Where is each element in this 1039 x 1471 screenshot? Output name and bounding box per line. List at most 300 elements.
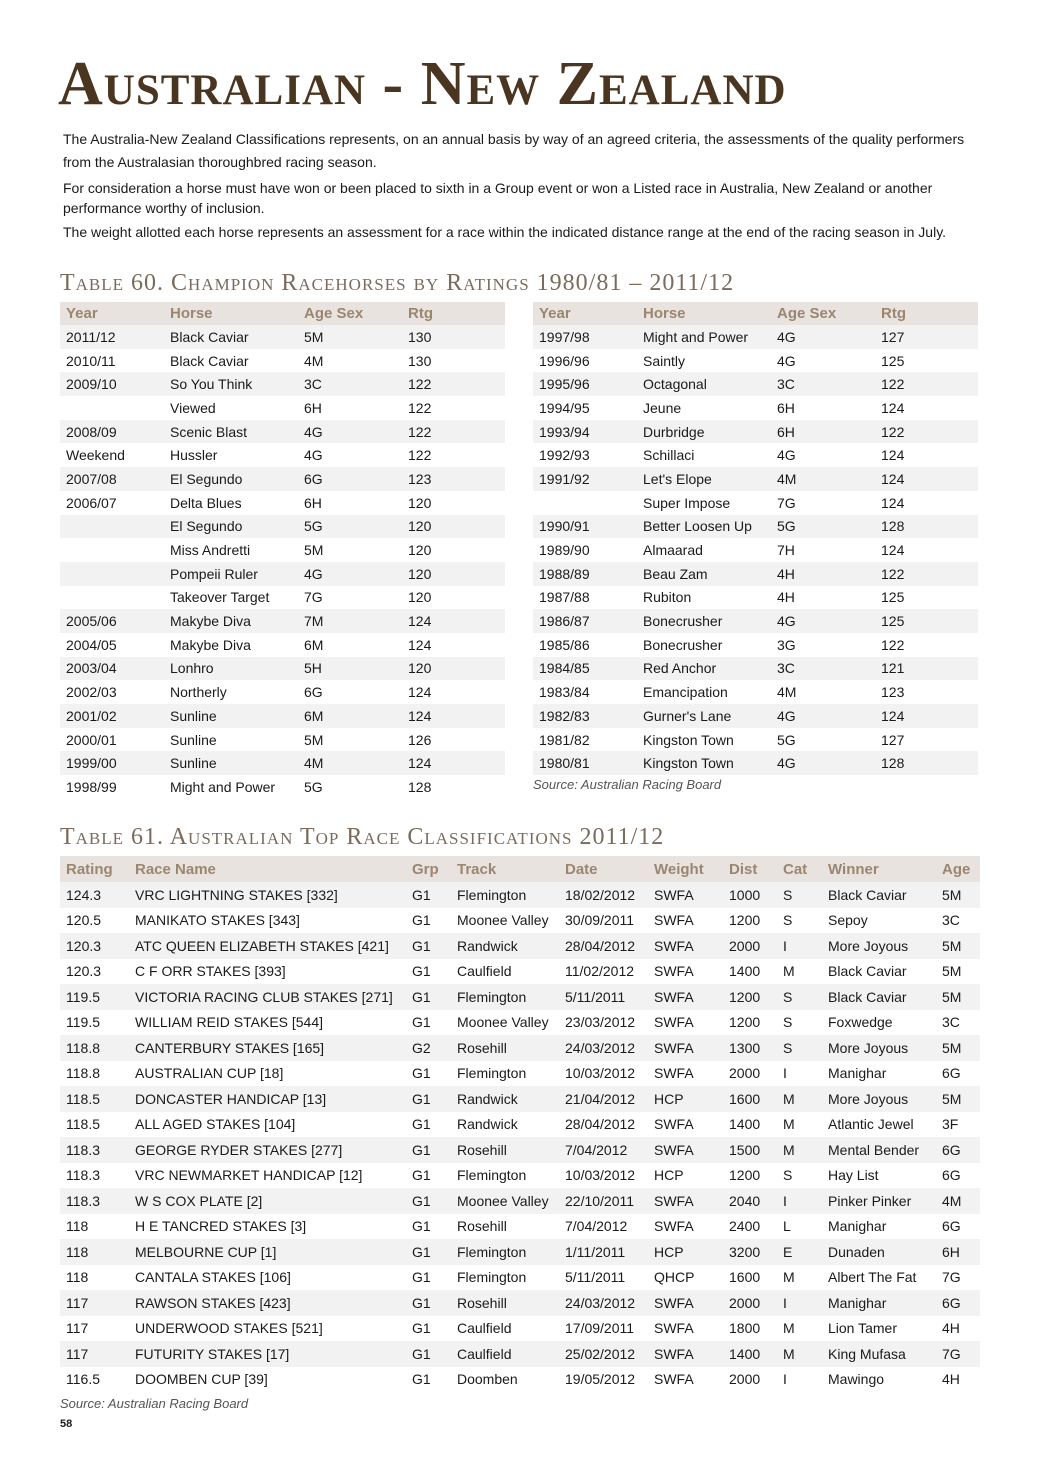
table-cell: 2400 (729, 1218, 761, 1235)
table-cell: Flemington (457, 1167, 527, 1184)
table-cell: 121 (875, 657, 978, 681)
table-row (533, 633, 978, 657)
table-cell: Kingston Town (643, 731, 734, 748)
table-cell: King Mufasa (822, 1341, 936, 1367)
table-cell: 4G (304, 447, 323, 464)
table-cell: Pinker Pinker (822, 1188, 936, 1214)
table-cell: 6G (936, 1137, 980, 1163)
table-cell: Moonee Valley (451, 1188, 559, 1214)
table-cell: 5G (304, 778, 323, 795)
table-cell: 1600 (729, 1269, 761, 1286)
table-row (533, 657, 978, 681)
column-header: Date (559, 856, 648, 882)
table-cell: SWFA (648, 1137, 723, 1163)
table-row (60, 1010, 980, 1036)
table-cell: S (783, 1167, 793, 1184)
table-61 (60, 856, 980, 1392)
table-cell: 1999/00 (60, 751, 164, 775)
table-cell: 120.3 (60, 933, 129, 959)
table-cell: Jeune (643, 399, 682, 416)
table-cell: Moonee Valley (457, 1014, 549, 1031)
table-cell: HCP (648, 1086, 723, 1112)
table-cell: 127 (875, 325, 978, 349)
table-cell: C F ORR STAKES [393] (135, 963, 286, 980)
table-cell: 3C (942, 912, 960, 929)
table-cell: Takeover Target (170, 589, 270, 606)
table-cell: G1 (406, 933, 451, 959)
table-cell: 120 (408, 494, 432, 511)
table-cell (60, 586, 164, 610)
table-row (60, 372, 505, 396)
table-cell: Flemington (451, 882, 559, 908)
table-row (60, 680, 505, 704)
table-cell: SWFA (648, 933, 723, 959)
table-cell (60, 562, 164, 586)
table-cell: 2007/08 (60, 467, 164, 491)
table-cell: So You Think (164, 372, 298, 396)
column-header: Age (936, 856, 980, 882)
table-cell: 1400 (729, 963, 761, 980)
table-cell: 2011/12 (60, 325, 164, 349)
table-cell: G1 (406, 1137, 451, 1163)
table-cell: G1 (412, 1116, 431, 1133)
table-cell: SWFA (654, 912, 694, 929)
table-cell: Rosehill (451, 1290, 559, 1316)
table-cell: 1996/96 (539, 352, 590, 369)
table-cell: 1200 (729, 1014, 761, 1031)
table-cell: 2000/01 (66, 731, 117, 748)
table-cell: 128 (875, 515, 978, 539)
table-cell: Almaarad (643, 542, 703, 559)
table-cell: 1983/84 (539, 684, 590, 701)
table-cell: 6H (936, 1239, 980, 1265)
table-cell: 5/11/2011 (559, 984, 648, 1010)
table-cell: Manighar (828, 1065, 887, 1082)
table-cell: 2008/09 (60, 420, 164, 444)
table-cell: Durbridge (637, 420, 771, 444)
table-row (60, 984, 980, 1010)
table-cell: 1500 (723, 1137, 777, 1163)
table-cell: Kingston Town (637, 751, 771, 775)
table-cell: Delta Blues (170, 494, 242, 511)
table-row (60, 1265, 980, 1291)
table-row (533, 420, 978, 444)
table-cell: G1 (406, 1290, 451, 1316)
page-title: Australian - New Zealand (58, 50, 787, 118)
intro-paragraph: For consideration a horse must have won or been placed to sixth in a Group event or won a Listed race in Australia, New Zealand or another performance worthy of inclusion. (63, 180, 933, 216)
table-cell: 1987/88 (539, 589, 590, 606)
table-cell: Might and Power (637, 325, 771, 349)
table-cell: 3C (942, 1014, 960, 1031)
table-row (533, 562, 978, 586)
table-cell: 123 (881, 684, 905, 701)
table-cell: G1 (412, 912, 431, 929)
table-cell: 125 (881, 589, 905, 606)
table-60-title: Table 60. Champion Racehorses by Ratings 1980/81 – 2011/12 (60, 270, 735, 296)
table-cell: Gurner's Lane (637, 704, 771, 728)
table-cell: Randwick (451, 933, 559, 959)
table-cell: MANIKATO STAKES [343] (135, 912, 300, 929)
table-cell: Flemington (451, 1239, 559, 1265)
table-cell: 1995/96 (533, 372, 637, 396)
table-cell: 11/02/2012 (565, 963, 635, 980)
table-row (60, 1035, 980, 1061)
table-header-row (60, 856, 980, 882)
table-cell: VRC NEWMARKET HANDICAP [12] (135, 1167, 363, 1184)
table-cell: Hussler (170, 447, 218, 464)
table-cell: SWFA (654, 1014, 694, 1031)
table-cell: SWFA (654, 1218, 694, 1235)
table-cell: 4M (936, 1188, 980, 1214)
table-cell: SWFA (654, 1116, 694, 1133)
table-cell: 2040 (723, 1188, 777, 1214)
table-cell (60, 515, 164, 539)
table-cell: 120.5 (66, 912, 102, 929)
column-header: Grp (406, 856, 451, 882)
table-cell: 124 (881, 399, 905, 416)
table-cell: Hay List (828, 1167, 879, 1184)
table-cell: Albert The Fat (828, 1269, 917, 1286)
table-row (533, 538, 978, 562)
table-cell: 122 (881, 636, 905, 653)
table-cell: 127 (881, 731, 905, 748)
table-cell: 1800 (729, 1320, 761, 1337)
table-cell (60, 538, 164, 562)
table-cell: SWFA (654, 1065, 694, 1082)
table-cell: 17/09/2011 (565, 1320, 635, 1337)
table-cell: 124 (408, 684, 432, 701)
table-row (60, 515, 505, 539)
table-cell: 1994/95 (539, 399, 590, 416)
table-row (60, 1316, 980, 1342)
column-header: Winner (822, 856, 936, 882)
table-row (60, 728, 505, 752)
table-cell: Black Caviar (170, 352, 249, 369)
table-cell: 4G (771, 609, 875, 633)
table-cell: ATC QUEEN ELIZABETH STAKES [421] (129, 933, 406, 959)
table-row (533, 704, 978, 728)
table-cell: 118 (66, 1269, 89, 1286)
table-cell: 25/02/2012 (559, 1341, 648, 1367)
table-cell: 117 (66, 1320, 89, 1337)
table-cell: 5/11/2011 (565, 1269, 626, 1286)
table-cell: 119.5 (66, 1014, 100, 1031)
table-cell: 122 (875, 372, 978, 396)
table-cell: G2 (406, 1035, 451, 1061)
table-cell: 3C (771, 372, 875, 396)
table-cell: G1 (406, 984, 451, 1010)
table-row (60, 349, 505, 373)
table-cell: 1990/91 (533, 515, 637, 539)
table-cell: S (783, 912, 793, 929)
table-61-source: Source: Australian Racing Board (60, 1396, 249, 1411)
table-cell: CANTERBURY STAKES [165] (129, 1035, 406, 1061)
table-row (533, 515, 978, 539)
table-row (60, 1214, 980, 1240)
table-cell: 2006/07 (66, 494, 117, 511)
table-cell: Super Impose (643, 494, 731, 511)
table-cell: L (783, 1218, 791, 1235)
table-cell: 2000 (723, 1290, 777, 1316)
table-cell: 1300 (723, 1035, 777, 1061)
table-cell: 5M (298, 325, 402, 349)
column-header: Rtg (875, 302, 978, 325)
table-cell: 4G (771, 325, 875, 349)
table-cell: 5H (298, 657, 402, 681)
table-cell: 1984/85 (533, 657, 637, 681)
table-cell: 124 (881, 494, 905, 511)
table-cell: Caulfield (457, 963, 512, 980)
table-cell: VRC LIGHTNING STAKES [332] (129, 882, 406, 908)
table-cell: Sepoy (828, 912, 868, 929)
table-cell: Black Caviar (828, 963, 907, 980)
table-cell: 4M (777, 684, 797, 701)
table-cell: 5M (936, 933, 980, 959)
table-cell: 5M (936, 1035, 980, 1061)
table-row (533, 467, 978, 491)
table-cell: 6G (942, 1218, 961, 1235)
table-row (60, 657, 505, 681)
table-cell: Lonhro (164, 657, 298, 681)
table-cell: G1 (412, 963, 431, 980)
table-cell: 128 (408, 778, 432, 795)
table-cell: 4H (942, 1320, 960, 1337)
table-cell: 6M (298, 704, 402, 728)
column-header: Horse (637, 302, 771, 325)
column-header: Dist (723, 856, 777, 882)
table-cell: 118.5 (60, 1086, 129, 1112)
table-cell: SWFA (648, 882, 723, 908)
column-header: Age Sex (298, 302, 402, 325)
table-cell: 119.5 (60, 984, 129, 1010)
column-header: Horse (164, 302, 298, 325)
table-cell: 4G (298, 420, 402, 444)
table-cell: Viewed (170, 399, 216, 416)
table-cell: 122 (875, 420, 978, 444)
table-cell: 19/05/2012 (565, 1371, 636, 1388)
table-cell: SWFA (648, 1290, 723, 1316)
table-cell: AUSTRALIAN CUP [18] (135, 1065, 284, 1082)
table-cell: S (783, 1014, 793, 1031)
table-cell: Flemington (457, 1065, 527, 1082)
table-cell: 122 (875, 562, 978, 586)
table-cell: Flemington (451, 984, 559, 1010)
table-cell: 124 (402, 751, 505, 775)
table-row (60, 1188, 980, 1214)
table-cell: 7H (777, 542, 795, 559)
table-cell: Caulfield (457, 1320, 512, 1337)
table-cell: 2000 (729, 1371, 761, 1388)
table-cell: G1 (412, 1218, 431, 1235)
table-cell: 124 (402, 609, 505, 633)
table-cell: DOOMBEN CUP [39] (135, 1371, 268, 1388)
table-cell: S (777, 1035, 822, 1061)
table-cell: 6H (304, 494, 322, 511)
table-cell: Saintly (643, 352, 686, 369)
table-cell: 1989/90 (539, 542, 590, 559)
column-header: Weight (648, 856, 723, 882)
table-cell: Makybe Diva (164, 609, 298, 633)
table-row (60, 1341, 980, 1367)
table-cell: 1988/89 (533, 562, 637, 586)
table-cell: Bonecrusher (637, 609, 771, 633)
table-cell: E (777, 1239, 822, 1265)
table-cell: QHCP (654, 1269, 695, 1286)
table-cell: 5M (942, 963, 962, 980)
table-cell: Let's Elope (637, 467, 771, 491)
table-row (533, 680, 978, 704)
table-row (533, 586, 978, 610)
table-cell: SWFA (648, 984, 723, 1010)
table-cell: M (777, 1137, 822, 1163)
table-cell: 1982/83 (533, 704, 637, 728)
table-cell: RAWSON STAKES [423] (129, 1290, 406, 1316)
table-cell: 124 (881, 542, 905, 559)
table-row (60, 562, 505, 586)
table-cell: FUTURITY STAKES [17] (129, 1341, 406, 1367)
table-cell: 1986/87 (533, 609, 637, 633)
table-cell: More Joyous (822, 933, 936, 959)
table-cell: 28/04/2012 (565, 1116, 636, 1133)
table-cell: G1 (406, 1188, 451, 1214)
table-cell: 4M (304, 352, 324, 369)
column-header: Year (533, 302, 637, 325)
table-cell: GEORGE RYDER STAKES [277] (129, 1137, 406, 1163)
table-cell: 4M (298, 751, 402, 775)
table-cell: Red Anchor (637, 657, 771, 681)
table-cell: 2003/04 (60, 657, 164, 681)
table-cell: UNDERWOOD STAKES [521] (135, 1320, 323, 1337)
table-cell: Beau Zam (637, 562, 771, 586)
table-cell: 118 (60, 1239, 129, 1265)
table-cell: WILLIAM REID STAKES [544] (135, 1014, 324, 1031)
intro-paragraph: The weight allotted each horse represents an assessment for a race within the indicated distance range at the end of the racing season in July. (63, 224, 947, 240)
table-cell: M (783, 1320, 795, 1337)
table-cell: M (777, 1086, 822, 1112)
table-cell: 124.3 (60, 882, 129, 908)
table-cell: 1200 (723, 984, 777, 1010)
table-cell: 2000 (723, 933, 777, 959)
table-row (60, 633, 505, 657)
table-cell: 7G (304, 589, 323, 606)
table-cell: 30/09/2011 (565, 912, 635, 929)
table-cell: 3C (298, 372, 402, 396)
column-header: Race Name (129, 856, 406, 882)
table-cell: M (783, 1269, 795, 1286)
table-row (533, 349, 978, 373)
table-cell (533, 491, 637, 515)
table-cell: Schillaci (643, 447, 695, 464)
table-row (60, 609, 505, 633)
table-cell: 1600 (723, 1086, 777, 1112)
table-cell: I (783, 1371, 787, 1388)
table-row (533, 372, 978, 396)
table-row (60, 1290, 980, 1316)
table-cell: 125 (881, 352, 905, 369)
table-cell: Rosehill (451, 1035, 559, 1061)
table-row (60, 1086, 980, 1112)
table-cell: SWFA (654, 963, 694, 980)
table-row (60, 538, 505, 562)
table-cell: 1992/93 (539, 447, 590, 464)
table-cell: 22/10/2011 (559, 1188, 648, 1214)
table-cell: 4G (777, 447, 796, 464)
table-60-right (533, 302, 978, 775)
table-row (60, 1163, 980, 1189)
table-cell: Flemington (457, 1269, 527, 1286)
table-cell: 1200 (729, 912, 761, 929)
table-cell (60, 396, 164, 420)
table-cell: G1 (406, 1341, 451, 1367)
table-cell: I (777, 1290, 822, 1316)
table-row (60, 1112, 980, 1138)
table-cell: 4G (771, 704, 875, 728)
table-cell: 6H (777, 399, 795, 416)
column-header: Age Sex (771, 302, 875, 325)
table-cell: 10/03/2012 (565, 1167, 636, 1184)
table-cell: 1200 (729, 1167, 761, 1184)
table-row (60, 443, 505, 467)
table-cell: 1993/94 (533, 420, 637, 444)
table-cell: 1980/81 (533, 751, 637, 775)
table-cell: G1 (406, 1086, 451, 1112)
table-cell: I (783, 1065, 787, 1082)
table-cell: 5M (936, 1086, 980, 1112)
table-cell: 1985/86 (539, 636, 590, 653)
table-cell: HCP (648, 1239, 723, 1265)
table-cell: Randwick (457, 1116, 518, 1133)
table-header-row (533, 302, 978, 325)
table-cell: 122 (408, 447, 432, 464)
table-cell: 3200 (723, 1239, 777, 1265)
table-row (60, 467, 505, 491)
table-cell: G1 (412, 1320, 431, 1337)
table-cell: I (777, 933, 822, 959)
table-cell: 6G (298, 467, 402, 491)
table-cell: 7G (777, 494, 796, 511)
table-cell: 2002/03 (66, 684, 117, 701)
table-row (533, 491, 978, 515)
table-cell: 122 (408, 399, 432, 416)
table-cell: ALL AGED STAKES [104] (135, 1116, 296, 1133)
table-cell: 120 (402, 515, 505, 539)
table-row (60, 586, 505, 610)
table-cell: 128 (875, 751, 978, 775)
table-cell: Sunline (164, 704, 298, 728)
table-cell: 1997/98 (533, 325, 637, 349)
table-cell: Scenic Blast (164, 420, 298, 444)
table-row (60, 751, 505, 775)
table-cell: 5G (298, 515, 402, 539)
table-cell: Mawingo (828, 1371, 885, 1388)
table-cell: Rosehill (451, 1137, 559, 1163)
table-cell: 23/03/2012 (565, 1014, 636, 1031)
table-cell: 5M (936, 984, 980, 1010)
table-cell: 126 (408, 731, 432, 748)
table-cell: 124 (875, 467, 978, 491)
table-cell: Randwick (451, 1086, 559, 1112)
page-number: 58 (60, 1418, 73, 1430)
table-row (60, 882, 980, 908)
table-cell: 1400 (723, 1341, 777, 1367)
table-cell: 130 (402, 325, 505, 349)
table-cell: 118.3 (60, 1137, 129, 1163)
table-row (60, 491, 505, 515)
table-cell: Rubiton (643, 589, 692, 606)
table-cell: Better Loosen Up (637, 515, 771, 539)
table-cell: 116.5 (66, 1371, 100, 1388)
table-cell: 117 (60, 1341, 129, 1367)
